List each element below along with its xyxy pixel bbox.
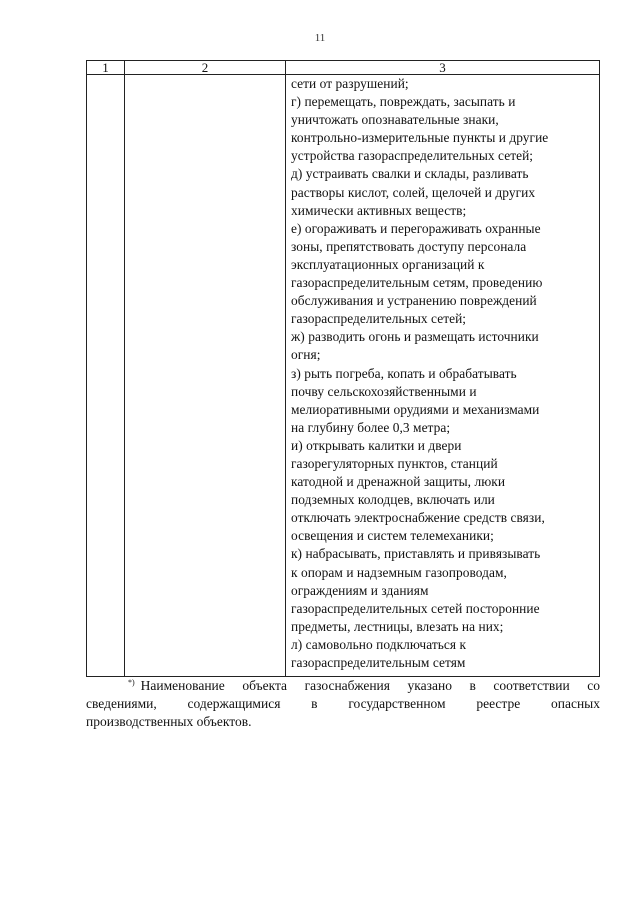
table-cell-line: и) открывать калитки и двери: [291, 437, 462, 453]
header-col-1: 1: [87, 61, 125, 75]
table-cell-line: л) самовольно подключаться к: [291, 636, 467, 652]
table-cell-line: газорегуляторных пунктов, станций: [291, 455, 498, 471]
cell-col-3: [286, 75, 600, 677]
table-cell-line: сети от разрушений;: [291, 76, 409, 91]
footnote-marker: *): [128, 677, 135, 687]
table-cell-line: ограждениям и зданиям: [291, 582, 429, 598]
table-cell-line: зоны, препятствовать доступу персонала: [291, 238, 527, 254]
document-table: [86, 60, 600, 677]
table-cell-line: газораспределительным сетям, проведению: [291, 275, 543, 291]
table-cell-line: растворы кислот, солей, щелочей и других: [291, 184, 536, 200]
table-cell-line: освещения и систем телемеханики;: [291, 528, 494, 544]
page-number: 11: [314, 32, 326, 44]
table-cell-line: газораспределительных сетей посторонние: [291, 600, 540, 616]
table-cell-line: предметы, лестницы, влезать на них;: [291, 618, 504, 634]
table-cell-line: г) перемещать, повреждать, засыпать и: [291, 94, 516, 110]
footnote-line-2: сведениями, содержащимися в государственном реестре опасных: [86, 696, 600, 711]
table-cell-line: эксплуатационных организаций к: [291, 256, 485, 272]
table-row: [87, 75, 600, 677]
footnote-line-1: [86, 677, 600, 695]
table-cell-line: катодной и дренажной защиты, люки: [291, 474, 506, 490]
table-header-row: [87, 61, 600, 75]
table-cell-line: газораспределительных сетей;: [291, 311, 467, 327]
table-cell-line: огня;: [291, 347, 321, 363]
table-cell-line: обслуживания и устранению повреждений: [291, 293, 537, 309]
table-cell-line: з) рыть погреба, копать и обрабатывать: [291, 365, 517, 381]
table-cell-line: мелиоративными орудиями и механизмами: [291, 401, 540, 417]
table-cell-line: химически активных веществ;: [291, 202, 467, 218]
footnote: [86, 677, 600, 731]
table-cell-line: д) устраивать свалки и склады, разливать: [291, 166, 529, 182]
table-cell-line: к) набрасывать, приставлять и привязывать: [291, 546, 541, 562]
table-cell-line: подземных колодцев, включать или: [291, 492, 495, 508]
table-cell-line: почву сельскохозяйственными и: [291, 383, 477, 399]
footnote-line-3: производственных объектов.: [86, 714, 252, 729]
table-cell-line: отключать электроснабжение средств связи,: [291, 510, 545, 526]
table-cell-line: е) огораживать и перегораживать охранные: [291, 220, 541, 236]
table-cell-line: к опорам и надземным газопроводам,: [291, 564, 507, 580]
footnote-text-1: Наименование объекта газоснабжения указано в соответствии со: [140, 678, 600, 693]
table-cell-line: контрольно-измерительные пункты и другие: [291, 130, 549, 146]
table-cell-line: газораспределительным сетям: [291, 655, 466, 670]
header-col-2: 2: [125, 61, 286, 75]
table-cell-line: уничтожать опознавательные знаки,: [291, 112, 499, 128]
table-cell-line: ж) разводить огонь и размещать источники: [291, 329, 539, 345]
cell-col-1: [87, 75, 125, 677]
table-cell-line: устройства газораспределительных сетей;: [291, 148, 534, 164]
cell-col-2: [125, 75, 286, 677]
table-cell-line: на глубину более 0,3 метра;: [291, 419, 451, 435]
header-col-3: 3: [286, 61, 600, 75]
